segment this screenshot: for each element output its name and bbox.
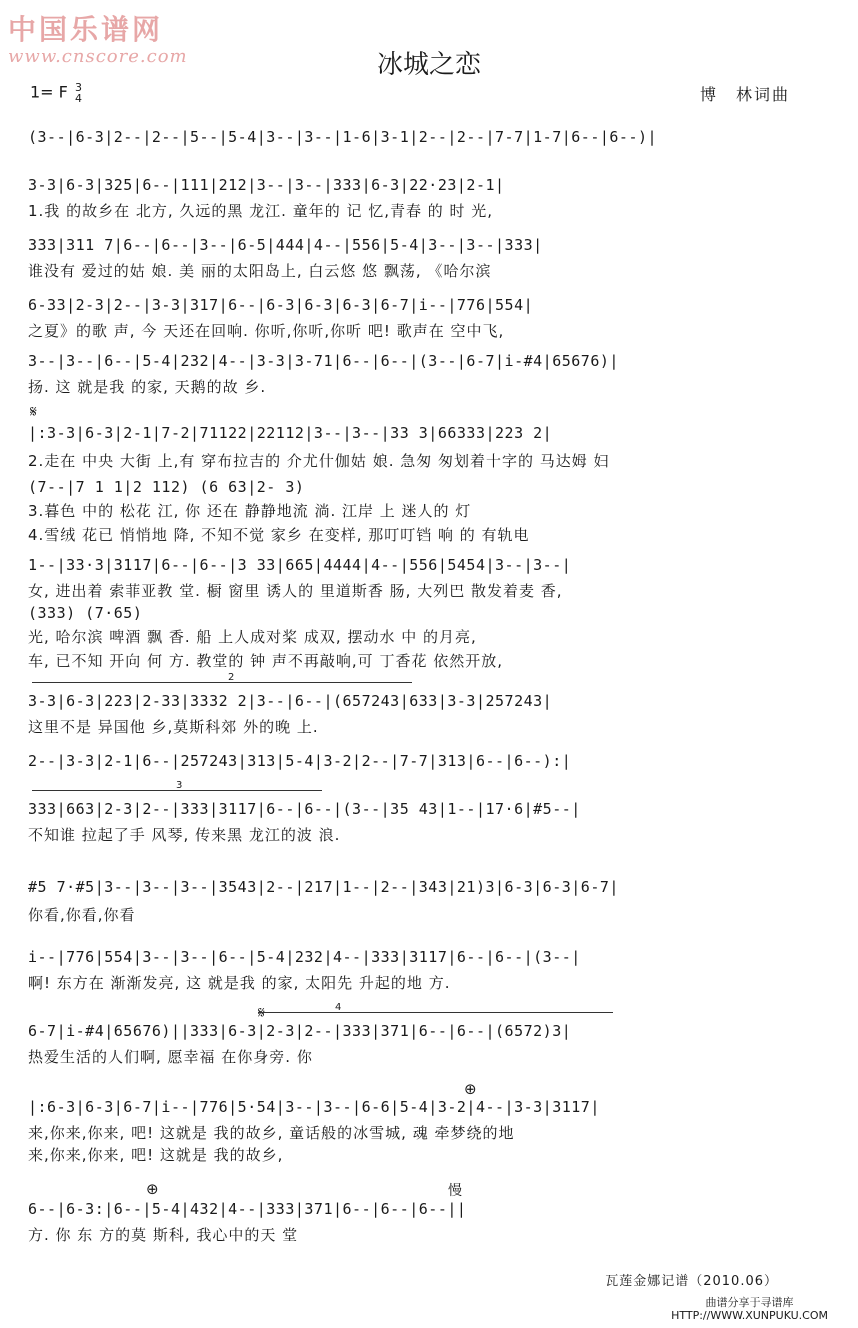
share-url: HTTP://WWW.XUNPUKU.COM xyxy=(671,1309,828,1322)
time-signature xyxy=(75,82,82,104)
notation-line: (7--|7 1 1|2 112) (6 63|2- 3) xyxy=(28,478,305,496)
tempo-mark-slow: 慢 xyxy=(448,1183,462,1199)
lyric-line: 光, 哈尔滨 啤酒 飘 香. 船 上人成对桨 成双, 摆动水 中 的月亮, xyxy=(28,628,477,646)
key-signature xyxy=(30,82,82,104)
transcriber-credit: 瓦莲金娜记谱（2010.06） xyxy=(605,1274,778,1289)
notation-line: |:6-3|6-3|6-7|i--|776|5·54|3--|3--|6-6|5-4|3-2|4--|3-3|3117| xyxy=(28,1098,600,1116)
volta-bracket-2 xyxy=(32,682,412,683)
segno-mark-1: 𝄋 xyxy=(30,402,37,421)
lyric-line: 方. 你 东 方的莫 斯科, 我心中的天 堂 xyxy=(28,1226,299,1244)
lyric-line: 4.雪绒 花已 悄悄地 降, 不知不觉 家乡 在变样, 那叮叮铛 响 的 有轨电 xyxy=(28,526,530,544)
watermark-url: www.cnscore.com xyxy=(8,46,188,67)
lyric-line: 车, 已不知 开向 何 方. 教堂的 钟 声不再敲响,可 丁香花 依然开放, xyxy=(28,652,503,670)
share-text: 曲谱分享于寻谱库 xyxy=(705,1296,794,1309)
lyric-line: 谁没有 爱过的姑 娘. 美 丽的太阳岛上, 白云悠 悠 飘荡, 《哈尔滨 xyxy=(28,262,492,280)
notation-line: 3-3|6-3|325|6--|111|212|3--|3--|333|6-3|22·23|2-1| xyxy=(28,176,505,194)
lyric-line: 来,你来,你来, 吧! 这就是 我的故乡, xyxy=(28,1146,284,1164)
notation-line: 6--|6-3:|6--|5-4|432|4--|333|371|6--|6--|6--|| xyxy=(28,1200,467,1218)
watermark-site-name: 中国乐谱网 xyxy=(8,13,164,46)
lyric-line: 扬. 这 就是我 的家, 天鹅的故 乡. xyxy=(28,378,267,396)
notation-line: 3-3|6-3|223|2-33|3332 2|3--|6--|(657243|633|3-3|257243| xyxy=(28,692,553,710)
volta-number-2: 2 xyxy=(228,672,235,683)
notation-line: 2--|3-3|2-1|6--|257243|313|5-4|3-2|2--|7-7|313|6--|6--):| xyxy=(28,752,572,770)
notation-line: 6-33|2-3|2--|3-3|317|6--|6-3|6-3|6-3|6-7|i--|776|554| xyxy=(28,296,534,314)
coda-mark-2: ⊕ xyxy=(146,1180,159,1198)
lyric-line: 啊! 东方在 渐渐发亮, 这 就是我 的家, 太阳先 升起的地 方. xyxy=(28,974,451,992)
notation-line: 333|311 7|6--|6--|3--|6-5|444|4--|556|5-4|3--|3--|333| xyxy=(28,236,543,254)
volta-number-3: 3 xyxy=(176,780,183,791)
lyric-line: 你看,你看,你看 xyxy=(28,906,136,924)
time-signature-top: 3 xyxy=(74,81,82,94)
lyric-line: 1.我 的故乡在 北方, 久远的黑 龙江. 童年的 记 忆,青春 的 时 光, xyxy=(28,202,494,220)
lyric-line: 女, 进出着 索菲亚教 堂. 橱 窗里 诱人的 里道斯香 肠, 大列巴 散发着麦 香, xyxy=(28,582,563,600)
key-label: 1= F xyxy=(30,82,68,102)
notation-line: i--|776|554|3--|3--|6--|5-4|232|4--|333|3117|6--|6--|(3--| xyxy=(28,948,581,966)
lyric-line: 来,你来,你来, 吧! 这就是 我的故乡, 童话般的冰雪城, 魂 牵梦绕的地 xyxy=(28,1124,515,1142)
lyric-line: 这里不是 异国他 乡,莫斯科郊 外的晚 上. xyxy=(28,718,319,736)
segno-mark-2: 𝄋 xyxy=(258,1003,265,1022)
notation-line: |:3-3|6-3|2-1|7-2|71122|22112|3--|3--|33 3|66333|223 2| xyxy=(28,424,553,442)
lyric-line: 3.暮色 中的 松花 江, 你 还在 静静地流 淌. 江岸 上 迷人的 灯 xyxy=(28,502,472,520)
volta-number-4: 4 xyxy=(335,1002,342,1013)
time-signature-bottom: 4 xyxy=(74,92,82,105)
volta-bracket-4 xyxy=(258,1012,613,1013)
lyric-line: 不知谁 拉起了手 风琴, 传来黑 龙江的波 浪. xyxy=(28,826,341,844)
notation-line: (3--|6-3|2--|2--|5--|5-4|3--|3--|1-6|3-1|2--|2--|7-7|1-7|6--|6--)| xyxy=(28,128,658,146)
notation-line: #5 7·#5|3--|3--|3--|3543|2--|217|1--|2--|343|21)3|6-3|6-3|6-7| xyxy=(28,878,619,896)
lyric-line: 热爱生活的人们啊, 愿幸福 在你身旁. 你 xyxy=(28,1048,313,1066)
notation-line: 1--|33·3|3117|6--|6--|3 33|665|4444|4--|556|5454|3--|3--| xyxy=(28,556,572,574)
lyric-line: 之夏》的歌 声, 今 天还在回响. 你听,你听,你听 吧! 歌声在 空中飞, xyxy=(28,322,505,340)
lyric-line: 2.走在 中央 大街 上,有 穿布拉吉的 介尤什伽姑 娘. 急匆 匆划着十字的 马达姆 妇 xyxy=(28,452,610,470)
author-credit: 博 林词曲 xyxy=(699,85,790,104)
notation-line: (333) (7·65) xyxy=(28,604,143,622)
share-credit xyxy=(671,1296,828,1322)
coda-mark-1: ⊕ xyxy=(464,1080,477,1098)
notation-line: 333|663|2-3|2--|333|3117|6--|6--|(3--|35 43|1--|17·6|#5--| xyxy=(28,800,581,818)
notation-line: 6-7|i-#4|65676)||333|6-3|2-3|2--|333|371|6--|6--|(6572)3| xyxy=(28,1022,572,1040)
song-title: 冰城之恋 xyxy=(376,50,481,80)
notation-line: 3--|3--|6--|5-4|232|4--|3-3|3-71|6--|6--|(3--|6-7|i-#4|65676)| xyxy=(28,352,619,370)
